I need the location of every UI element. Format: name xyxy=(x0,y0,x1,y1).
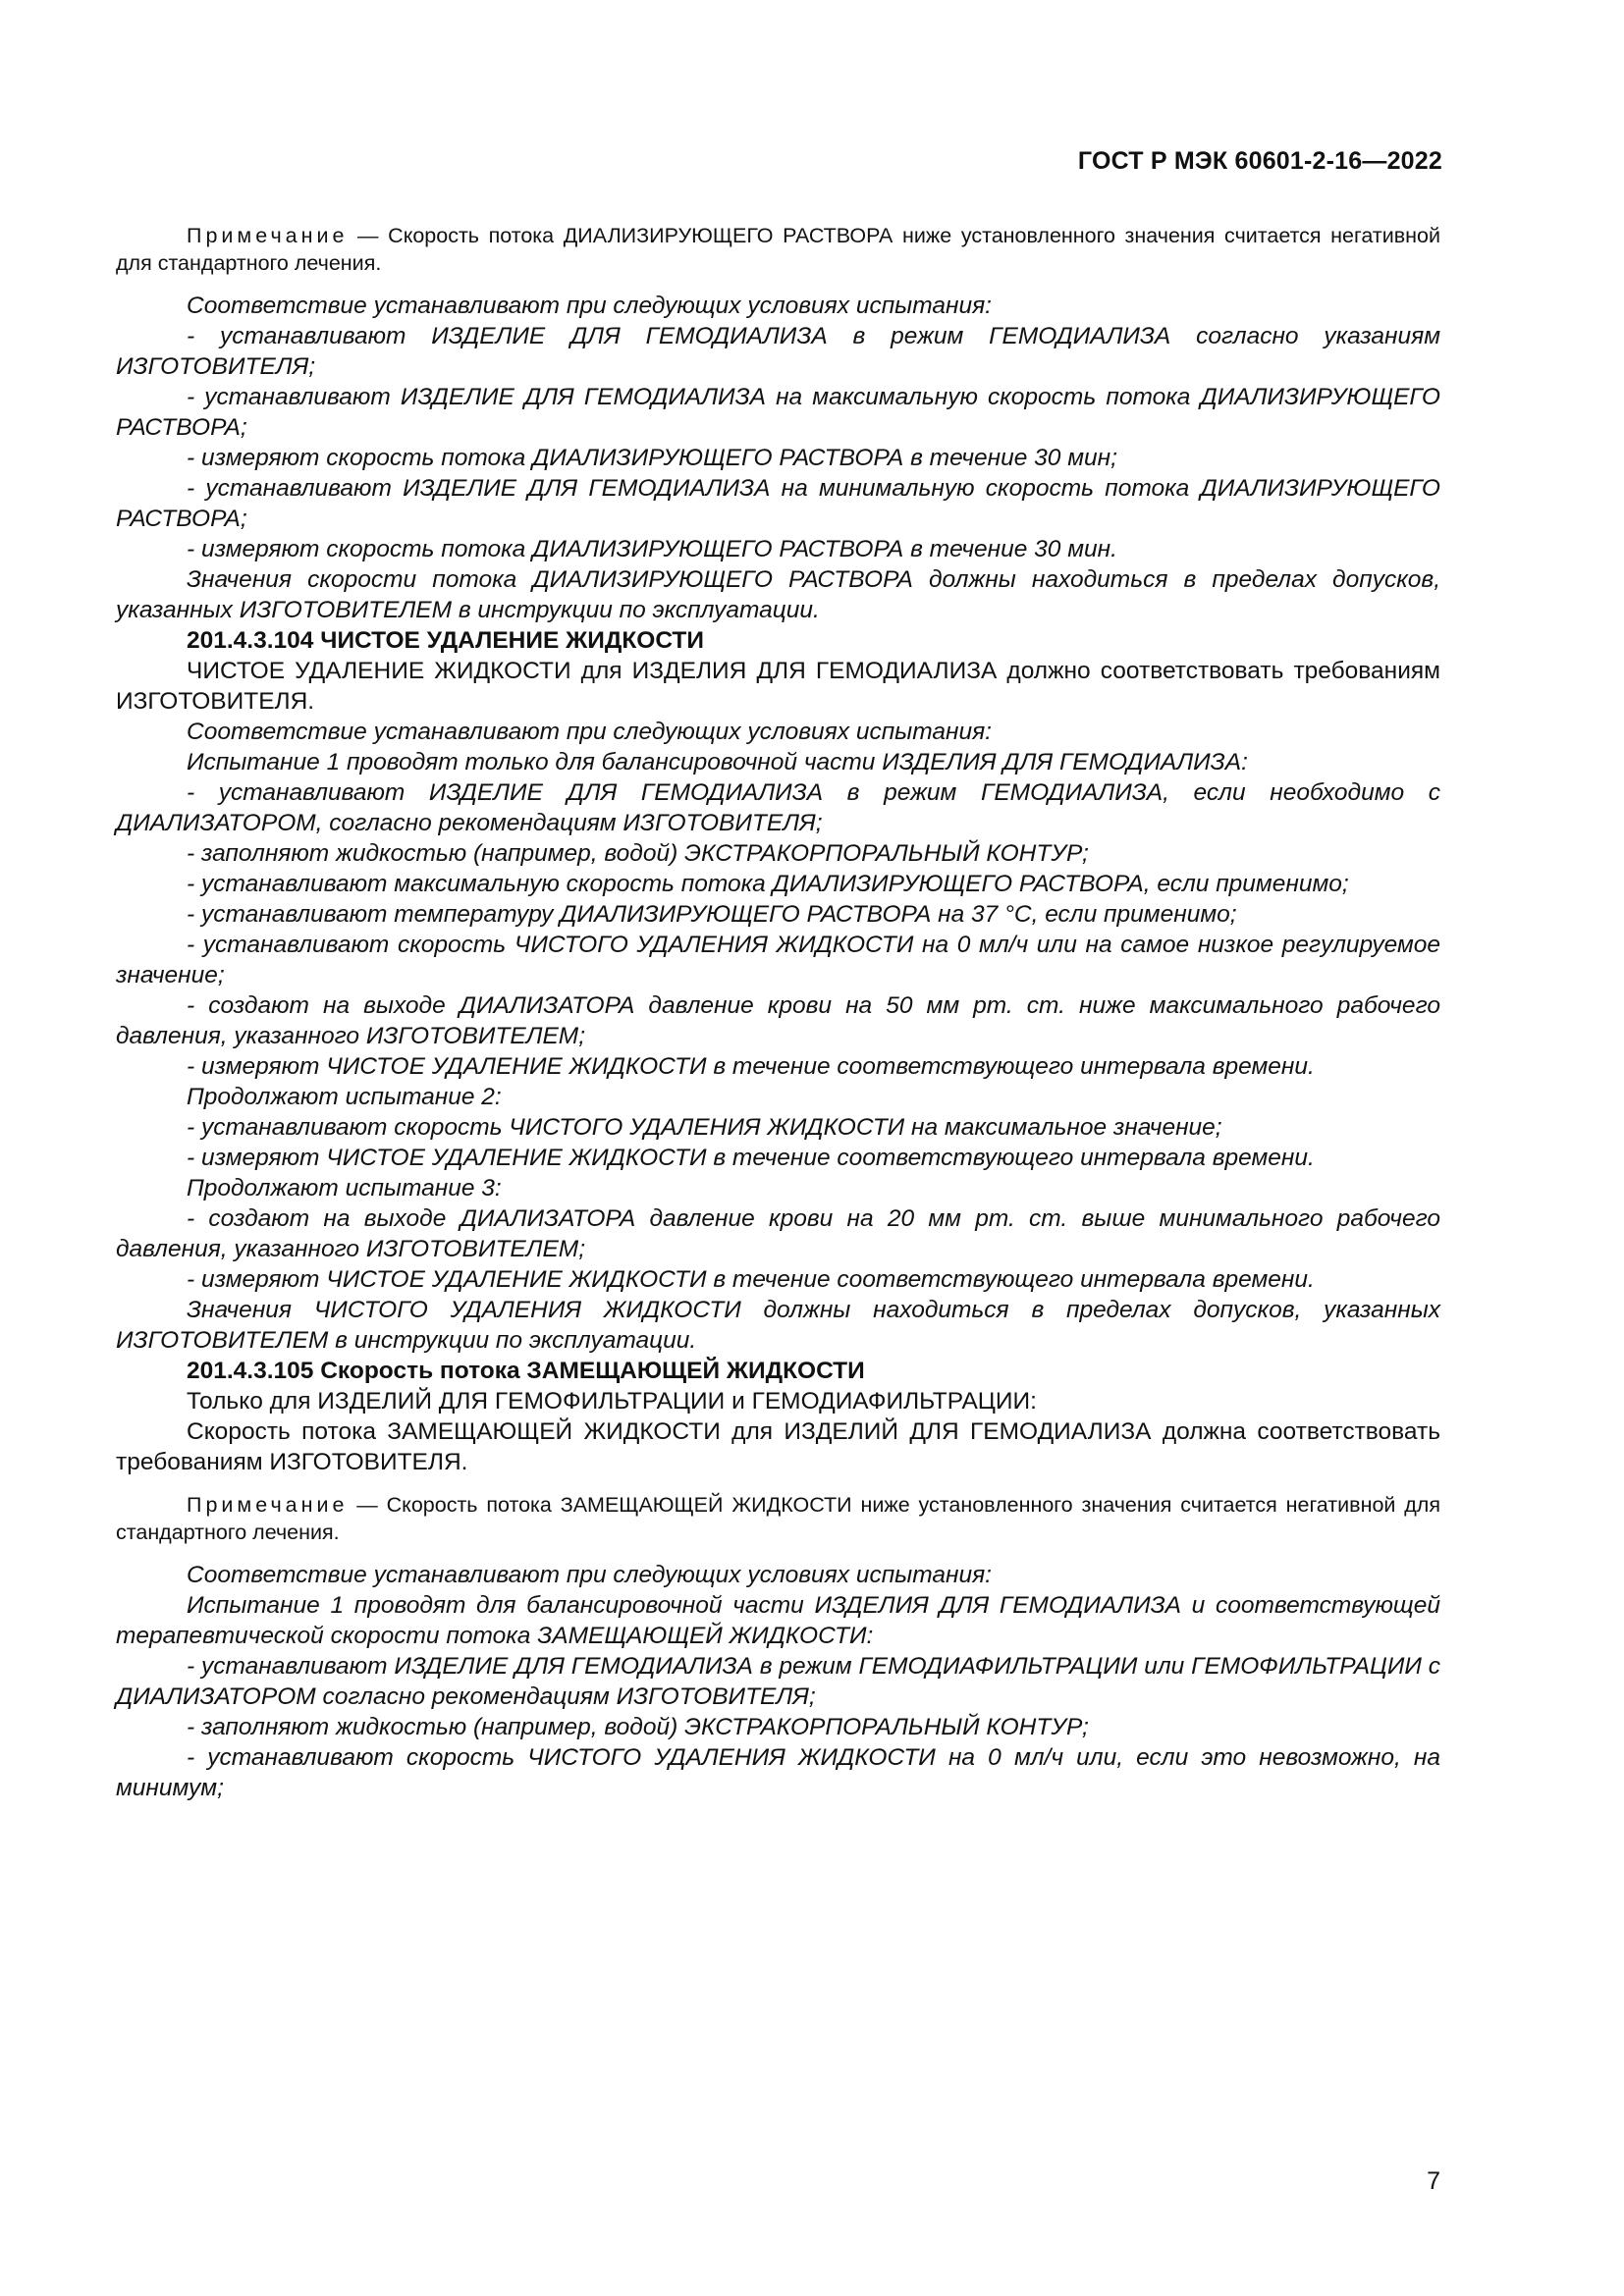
page-number: 7 xyxy=(1427,2167,1440,2195)
list-item: - устанавливают максимальную скорость потока ДИАЛИЗИРУЮЩЕГО РАСТВОРА, если применимо; xyxy=(187,871,1349,897)
list-item: Испытание 1 проводят для балансировочной части ИЗДЕЛИЯ ДЛЯ ГЕМОДИАЛИЗА и соответствующей терапевтической скорости потока ЗАМЕЩАЮЩЕЙ ЖИДКОСТИ: xyxy=(116,1592,1440,1649)
section-text: Скорость потока ЗАМЕЩАЮЩЕЙ ЖИДКОСТИ для ИЗДЕЛИЙ ДЛЯ ГЕМОДИАЛИЗА должна соответствовать требованиям ИЗГОТОВИТЕЛЯ. xyxy=(116,1418,1440,1475)
section-text: Только для ИЗДЕЛИЙ ДЛЯ ГЕМОФИЛЬТРАЦИИ и ГЕМОДИАФИЛЬТРАЦИИ: xyxy=(187,1388,1037,1415)
list-item: - измеряют скорость потока ДИАЛИЗИРУЮЩЕГО РАСТВОРА в течение 30 мин; xyxy=(187,445,1117,471)
list-item: - измеряют скорость потока ДИАЛИЗИРУЮЩЕГО РАСТВОРА в течение 30 мин. xyxy=(187,536,1117,562)
note-paragraph xyxy=(116,1491,1440,1546)
list-item: - устанавливают скорость ЧИСТОГО УДАЛЕНИЯ ЖИДКОСТИ на 0 мл/ч или, если это невозможно, на минимум; xyxy=(116,1744,1440,1801)
list-item: - заполняют жидкостью (например, водой) ЭКСТРАКОРПОРАЛЬНЫЙ КОНТУР; xyxy=(187,840,1089,867)
list-item: - устанавливают ИЗДЕЛИЕ ДЛЯ ГЕМОДИАЛИЗА на минимальную скорость потока ДИАЛИЗИРУЮЩЕГО РАСТВОРА; xyxy=(116,475,1440,532)
list-item: Продолжают испытание 3: xyxy=(187,1175,502,1201)
list-item: - измеряют ЧИСТОЕ УДАЛЕНИЕ ЖИДКОСТИ в течение соответствующего интервала времени. xyxy=(187,1266,1315,1293)
compliance-intro: Соответствие устанавливают при следующих условиях испытания: xyxy=(187,719,992,745)
note-label: Примечание xyxy=(187,224,349,247)
list-item: - измеряют ЧИСТОЕ УДАЛЕНИЕ ЖИДКОСТИ в течение соответствующего интервала времени. xyxy=(187,1053,1315,1080)
note-paragraph xyxy=(116,222,1440,277)
note-text: — Скорость потока ДИАЛИЗИРУЮЩЕГО РАСТВОРА ниже установленного значения считается негативной для стандартного лечения. xyxy=(116,224,1440,275)
section-heading: 201.4.3.105 Скорость потока ЗАМЕЩАЮЩЕЙ ЖИДКОСТИ xyxy=(187,1358,865,1384)
list-item: - создают на выходе ДИАЛИЗАТОРА давление крови на 20 мм рт. ст. выше минимального рабочего давления, указанного ИЗГОТОВИТЕЛЕМ; xyxy=(116,1205,1440,1262)
list-item: - устанавливают ИЗДЕЛИЕ ДЛЯ ГЕМОДИАЛИЗА на максимальную скорость потока ДИАЛИЗИРУЮЩЕГО РАСТВОРА; xyxy=(116,384,1440,441)
list-item: - устанавливают ИЗДЕЛИЕ ДЛЯ ГЕМОДИАЛИЗА в режим ГЕМОДИАФИЛЬТРАЦИИ или ГЕМОФИЛЬТРАЦИИ с ДИАЛИЗАТОРОМ согласно рекомендациям ИЗГОТОВИТЕЛЯ; xyxy=(116,1653,1440,1710)
list-item: - устанавливают скорость ЧИСТОГО УДАЛЕНИЯ ЖИДКОСТИ на 0 мл/ч или на самое низкое регулируемое значение; xyxy=(116,932,1440,988)
list-item: - устанавливают скорость ЧИСТОГО УДАЛЕНИЯ ЖИДКОСТИ на максимальное значение; xyxy=(187,1114,1222,1141)
list-item: Значения ЧИСТОГО УДАЛЕНИЯ ЖИДКОСТИ должны находиться в пределах допусков, указанных ИЗГОТОВИТЕЛЕМ в инструкции по эксплуатации. xyxy=(116,1297,1440,1354)
list-item: - устанавливают ИЗДЕЛИЕ ДЛЯ ГЕМОДИАЛИЗА в режим ГЕМОДИАЛИЗА согласно указаниям ИЗГОТОВИТЕЛЯ; xyxy=(116,323,1440,380)
document-number: ГОСТ Р МЭК 60601-2-16—2022 xyxy=(1077,147,1442,175)
note-text: — Скорость потока ЗАМЕЩАЮЩЕЙ ЖИДКОСТИ ниже установленного значения считается негативной для стандартного лечения. xyxy=(116,1493,1440,1544)
page-content xyxy=(116,222,1440,1803)
compliance-intro: Соответствие устанавливают при следующих условиях испытания: xyxy=(187,293,992,319)
section-heading: 201.4.3.104 ЧИСТОЕ УДАЛЕНИЕ ЖИДКОСТИ xyxy=(187,627,705,654)
list-item: Продолжают испытание 2: xyxy=(187,1084,502,1110)
section-text: ЧИСТОЕ УДАЛЕНИЕ ЖИДКОСТИ для ИЗДЕЛИЯ ДЛЯ ГЕМОДИАЛИЗА должно соответствовать требованиям ИЗГОТОВИТЕЛЯ. xyxy=(116,658,1440,715)
list-item: - создают на выходе ДИАЛИЗАТОРА давление крови на 50 мм рт. ст. ниже максимального рабочего давления, указанного ИЗГОТОВИТЕЛЕМ; xyxy=(116,992,1440,1049)
list-item: - устанавливают температуру ДИАЛИЗИРУЮЩЕГО РАСТВОРА на 37 °C, если применимо; xyxy=(187,901,1237,928)
list-item: Значения скорости потока ДИАЛИЗИРУЮЩЕГО РАСТВОРА должны находиться в пределах допусков, указанных ИЗГОТОВИТЕЛЕМ в инструкции по эксплуатации. xyxy=(116,566,1440,623)
compliance-intro: Соответствие устанавливают при следующих условиях испытания: xyxy=(187,1562,992,1588)
list-item: - измеряют ЧИСТОЕ УДАЛЕНИЕ ЖИДКОСТИ в течение соответствующего интервала времени. xyxy=(187,1145,1315,1171)
list-item: - заполняют жидкостью (например, водой) ЭКСТРАКОРПОРАЛЬНЫЙ КОНТУР; xyxy=(187,1714,1089,1740)
note-label: Примечание xyxy=(187,1493,349,1517)
list-item: - устанавливают ИЗДЕЛИЕ ДЛЯ ГЕМОДИАЛИЗА в режим ГЕМОДИАЛИЗА, если необходимо с ДИАЛИЗАТОРОМ, согласно рекомендациям ИЗГОТОВИТЕЛЯ; xyxy=(116,779,1440,836)
list-item: Испытание 1 проводят только для балансировочной части ИЗДЕЛИЯ ДЛЯ ГЕМОДИАЛИЗА: xyxy=(187,749,1248,775)
